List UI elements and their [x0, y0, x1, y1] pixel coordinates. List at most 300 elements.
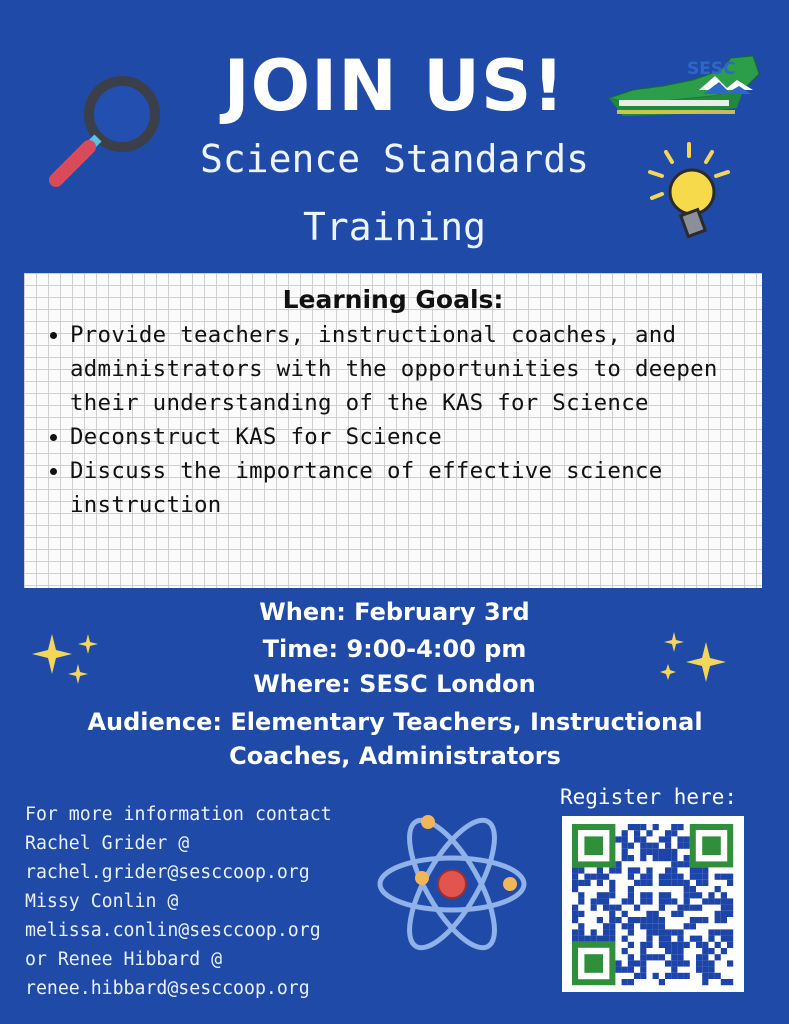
- qr-module: [628, 855, 634, 861]
- list-item: • Provide teachers, instructional coaches, and administrators with the opportunities to deepen their understanding of the KAS for Science: [70, 318, 746, 420]
- qr-module: [684, 892, 690, 898]
- qr-module: [591, 936, 597, 942]
- qr-module: [584, 874, 590, 880]
- qr-module: [659, 954, 665, 960]
- qr-module: [572, 886, 578, 892]
- qr-module: [715, 874, 721, 880]
- qr-module: [628, 917, 634, 923]
- qr-module: [572, 936, 578, 942]
- qr-module: [622, 923, 628, 929]
- list-item: • Deconstruct KAS for Science: [70, 420, 746, 454]
- qr-module: [628, 898, 634, 904]
- qr-module: [702, 954, 708, 960]
- qr-module: [646, 929, 652, 935]
- qr-module: [628, 929, 634, 935]
- learning-goals-box: [24, 273, 762, 588]
- qr-module: [665, 849, 671, 855]
- qr-module: [715, 886, 721, 892]
- qr-module: [646, 954, 652, 960]
- qr-module: [727, 905, 733, 911]
- qr-module: [578, 892, 584, 898]
- qr-module: [721, 892, 727, 898]
- qr-module: [615, 967, 621, 973]
- qr-module: [628, 824, 634, 830]
- qr-module: [646, 942, 652, 948]
- qr-module: [690, 936, 696, 942]
- qr-module: [659, 849, 665, 855]
- qr-module: [677, 874, 683, 880]
- qr-module: [640, 923, 646, 929]
- qr-module: [696, 967, 702, 973]
- qr-module: [677, 911, 683, 917]
- qr-module: [646, 874, 652, 880]
- qr-module: [702, 973, 708, 979]
- qr-module: [578, 880, 584, 886]
- qr-module: [634, 836, 640, 842]
- qr-module: [628, 979, 634, 985]
- qr-module: [640, 836, 646, 842]
- qr-module: [684, 923, 690, 929]
- qr-module: [727, 942, 733, 948]
- qr-module: [591, 929, 597, 935]
- qr-module: [653, 849, 659, 855]
- logo-text: SESC: [687, 59, 736, 79]
- qr-module: [628, 967, 634, 973]
- qr-module: [609, 917, 615, 923]
- qr-finder-center: [584, 836, 603, 855]
- qr-module: [684, 960, 690, 966]
- qr-module: [721, 911, 727, 917]
- qr-module: [665, 942, 671, 948]
- qr-module: [597, 874, 603, 880]
- qr-module: [609, 929, 615, 935]
- qr-module: [603, 936, 609, 942]
- qr-module: [609, 892, 615, 898]
- contact-line: or Renee Hibbard @: [25, 949, 223, 970]
- qr-module: [628, 843, 634, 849]
- qr-module: [727, 929, 733, 935]
- event-time: Time: 9:00-4:00 pm: [262, 635, 527, 663]
- qr-module: [715, 942, 721, 948]
- subtitle-line-1: Science Standards: [200, 137, 589, 181]
- qr-module: [696, 874, 702, 880]
- qr-module: [671, 861, 677, 867]
- qr-module: [653, 923, 659, 929]
- qr-module: [578, 867, 584, 873]
- contact-line: Missy Conlin @: [25, 891, 179, 912]
- qr-module: [653, 843, 659, 849]
- qr-module: [727, 874, 733, 880]
- qr-module: [640, 843, 646, 849]
- qr-module: [572, 905, 578, 911]
- qr-module: [640, 917, 646, 923]
- register-label: Register here:: [560, 785, 738, 809]
- qr-module: [715, 973, 721, 979]
- qr-module: [597, 867, 603, 873]
- qr-module: [622, 936, 628, 942]
- qr-module: [634, 973, 640, 979]
- qr-module: [609, 886, 615, 892]
- qr-module: [640, 967, 646, 973]
- qr-module: [597, 892, 603, 898]
- qr-finder-center: [584, 954, 603, 973]
- qr-module: [628, 867, 634, 873]
- qr-module: [622, 979, 628, 985]
- qr-module: [646, 917, 652, 923]
- qr-module: [572, 880, 578, 886]
- qr-module: [715, 911, 721, 917]
- qr-module: [646, 898, 652, 904]
- qr-module: [628, 923, 634, 929]
- qr-module: [696, 942, 702, 948]
- qr-module: [708, 929, 714, 935]
- qr-module: [684, 843, 690, 849]
- qr-module: [671, 960, 677, 966]
- qr-module: [671, 973, 677, 979]
- qr-module: [646, 830, 652, 836]
- qr-module: [684, 855, 690, 861]
- qr-module: [584, 880, 590, 886]
- qr-module: [609, 880, 615, 886]
- qr-module: [715, 917, 721, 923]
- qr-module: [665, 960, 671, 966]
- qr-module: [646, 892, 652, 898]
- qr-module: [578, 898, 584, 904]
- qr-module: [578, 911, 584, 917]
- qr-module: [597, 936, 603, 942]
- qr-module: [727, 880, 733, 886]
- qr-module: [603, 874, 609, 880]
- subtitle-line-2: Training: [302, 205, 487, 249]
- qr-module: [690, 905, 696, 911]
- qr-module: [696, 867, 702, 873]
- qr-module: [671, 911, 677, 917]
- qr-module: [628, 874, 634, 880]
- qr-module: [653, 929, 659, 935]
- qr-module: [659, 905, 665, 911]
- qr-module: [628, 886, 634, 892]
- qr-module: [603, 929, 609, 935]
- qr-module: [591, 874, 597, 880]
- qr-module: [708, 973, 714, 979]
- qr-module: [622, 843, 628, 849]
- qr-module: [696, 936, 702, 942]
- qr-module: [721, 874, 727, 880]
- qr-module: [622, 830, 628, 836]
- event-when: When: February 3rd: [259, 598, 530, 626]
- qr-module: [671, 824, 677, 830]
- qr-module: [659, 836, 665, 842]
- qr-module: [640, 942, 646, 948]
- qr-module: [671, 942, 677, 948]
- qr-module: [708, 960, 714, 966]
- qr-module: [677, 948, 683, 954]
- qr-module: [690, 917, 696, 923]
- event-where: Where: SESC London: [253, 670, 536, 698]
- qr-module: [665, 843, 671, 849]
- qr-module: [597, 917, 603, 923]
- qr-module: [659, 917, 665, 923]
- qr-module: [727, 936, 733, 942]
- qr-module: [708, 892, 714, 898]
- qr-module: [665, 874, 671, 880]
- qr-module: [646, 867, 652, 873]
- qr-module: [640, 849, 646, 855]
- qr-module: [677, 905, 683, 911]
- qr-module: [696, 892, 702, 898]
- qr-module: [677, 836, 683, 842]
- event-audience: Audience: Elementary Teachers, Instructional Coaches, Administrators: [87, 708, 703, 770]
- qr-module: [634, 867, 640, 873]
- qr-module: [677, 824, 683, 830]
- qr-module: [659, 898, 665, 904]
- qr-module: [671, 929, 677, 935]
- qr-module: [677, 880, 683, 886]
- qr-module: [702, 960, 708, 966]
- qr-module: [659, 942, 665, 948]
- qr-module: [622, 911, 628, 917]
- qr-module: [702, 874, 708, 880]
- qr-module: [640, 973, 646, 979]
- qr-module: [659, 892, 665, 898]
- contact-email[interactable]: rachel.grider@sesccoop.org: [25, 862, 310, 883]
- qr-module: [653, 973, 659, 979]
- qr-module: [671, 898, 677, 904]
- qr-module: [721, 917, 727, 923]
- qr-module: [665, 836, 671, 842]
- qr-module: [572, 911, 578, 917]
- learning-goals-list: [40, 318, 746, 522]
- qr-module: [628, 954, 634, 960]
- qr-module: [615, 836, 621, 842]
- qr-module: [721, 979, 727, 985]
- qr-module: [646, 911, 652, 917]
- qr-module: [634, 880, 640, 886]
- qr-module: [622, 898, 628, 904]
- qr-module: [634, 830, 640, 836]
- qr-module: [640, 948, 646, 954]
- qr-module: [702, 898, 708, 904]
- qr-module: [603, 905, 609, 911]
- qr-module: [702, 917, 708, 923]
- qr-module: [646, 880, 652, 886]
- qr-module: [609, 867, 615, 873]
- qr-module: [578, 936, 584, 942]
- qr-module: [684, 880, 690, 886]
- qr-module: [609, 923, 615, 929]
- qr-module: [665, 830, 671, 836]
- qr-module: [690, 892, 696, 898]
- qr-module: [727, 979, 733, 985]
- qr-module: [640, 824, 646, 830]
- qr-module: [696, 880, 702, 886]
- qr-module: [677, 960, 683, 966]
- qr-module: [628, 942, 634, 948]
- list-item: • Discuss the importance of effective science instruction: [70, 454, 746, 522]
- qr-module: [665, 892, 671, 898]
- qr-module: [708, 898, 714, 904]
- qr-module: [708, 948, 714, 954]
- qr-module: [702, 942, 708, 948]
- qr-module: [677, 942, 683, 948]
- sesc-logo: [603, 50, 765, 122]
- qr-module: [659, 855, 665, 861]
- qr-module: [684, 973, 690, 979]
- qr-module: [721, 936, 727, 942]
- qr-module: [721, 898, 727, 904]
- qr-module: [665, 973, 671, 979]
- qr-module: [665, 936, 671, 942]
- qr-module: [684, 942, 690, 948]
- qr-module: [677, 843, 683, 849]
- qr-module: [615, 905, 621, 911]
- qr-module: [690, 886, 696, 892]
- qr-module: [671, 948, 677, 954]
- qr-module: [677, 861, 683, 867]
- contact-info: [25, 800, 332, 1003]
- qr-module: [646, 936, 652, 942]
- qr-code-graphic[interactable]: [562, 816, 744, 992]
- qr-module: [653, 855, 659, 861]
- qr-module: [615, 917, 621, 923]
- qr-module: [677, 973, 683, 979]
- qr-finder-center: [702, 836, 721, 855]
- qr-module: [591, 905, 597, 911]
- qr-module: [622, 855, 628, 861]
- qr-module: [584, 936, 590, 942]
- qr-module: [615, 960, 621, 966]
- qr-module: [708, 936, 714, 942]
- qr-module: [715, 929, 721, 935]
- qr-module: [640, 874, 646, 880]
- qr-module: [671, 954, 677, 960]
- qr-module: [702, 948, 708, 954]
- qr-module: [696, 954, 702, 960]
- qr-module: [597, 880, 603, 886]
- qr-module: [628, 892, 634, 898]
- qr-module: [684, 836, 690, 842]
- qr-module: [609, 936, 615, 942]
- qr-module: [684, 905, 690, 911]
- qr-module: [615, 867, 621, 873]
- qr-module: [609, 905, 615, 911]
- qr-module: [609, 911, 615, 917]
- contact-line: Rachel Grider @: [25, 833, 190, 854]
- qr-module: [665, 880, 671, 886]
- qr-module: [659, 936, 665, 942]
- qr-module: [597, 898, 603, 904]
- qr-module: [646, 849, 652, 855]
- atom-icon: [372, 808, 532, 958]
- qr-module: [622, 967, 628, 973]
- qr-module: [653, 917, 659, 923]
- learning-goals-heading: Learning Goals:: [282, 285, 504, 314]
- qr-module: [578, 929, 584, 935]
- qr-module: [702, 967, 708, 973]
- qr-module: [615, 861, 621, 867]
- qr-module: [708, 967, 714, 973]
- qr-module: [628, 960, 634, 966]
- qr-module: [634, 960, 640, 966]
- qr-module: [665, 898, 671, 904]
- qr-module: [572, 874, 578, 880]
- contact-email[interactable]: renee.hibbard@sesccoop.org: [25, 978, 310, 999]
- qr-module: [677, 929, 683, 935]
- qr-module: [665, 929, 671, 935]
- qr-module: [702, 880, 708, 886]
- contact-line: For more information contact: [25, 804, 332, 825]
- qr-module: [653, 824, 659, 830]
- qr-module: [684, 861, 690, 867]
- qr-module: [572, 867, 578, 873]
- qr-module: [671, 880, 677, 886]
- qr-module: [659, 923, 665, 929]
- qr-module: [634, 905, 640, 911]
- qr-module: [603, 923, 609, 929]
- qr-module: [572, 929, 578, 935]
- qr-module: [684, 886, 690, 892]
- qr-module: [715, 898, 721, 904]
- qr-module: [702, 979, 708, 985]
- qr-module: [640, 880, 646, 886]
- qr-module: [671, 830, 677, 836]
- qr-module: [677, 954, 683, 960]
- qr-module: [603, 898, 609, 904]
- qr-module: [671, 849, 677, 855]
- qr-module: [671, 867, 677, 873]
- qr-module: [640, 855, 646, 861]
- qr-module: [671, 967, 677, 973]
- qr-module: [677, 936, 683, 942]
- qr-module: [690, 874, 696, 880]
- qr-module: [696, 960, 702, 966]
- qr-module: [684, 898, 690, 904]
- qr-module: [715, 954, 721, 960]
- qr-module: [690, 923, 696, 929]
- qr-module: [572, 917, 578, 923]
- qr-module: [646, 923, 652, 929]
- qr-module: [653, 911, 659, 917]
- qr-module: [622, 849, 628, 855]
- contact-email[interactable]: melissa.conlin@sesccoop.org: [25, 920, 321, 941]
- qr-module: [727, 960, 733, 966]
- qr-module: [634, 917, 640, 923]
- qr-module: [665, 855, 671, 861]
- qr-module: [578, 923, 584, 929]
- qr-module: [659, 880, 665, 886]
- qr-module: [659, 874, 665, 880]
- qr-module: [671, 874, 677, 880]
- qr-module: [646, 843, 652, 849]
- qr-module: [622, 836, 628, 842]
- qr-module: [640, 954, 646, 960]
- qr-module: [696, 917, 702, 923]
- light-bulb-icon: [644, 140, 734, 250]
- qr-module: [603, 892, 609, 898]
- qr-module: [696, 905, 702, 911]
- qr-module: [702, 867, 708, 873]
- page-title: JOIN US!: [223, 45, 566, 127]
- qr-module: [727, 898, 733, 904]
- qr-code[interactable]: [562, 816, 744, 992]
- qr-module: [727, 911, 733, 917]
- qr-module: [634, 824, 640, 830]
- qr-module: [659, 979, 665, 985]
- qr-module: [659, 929, 665, 935]
- qr-module: [721, 905, 727, 911]
- qr-module: [665, 948, 671, 954]
- qr-module: [591, 898, 597, 904]
